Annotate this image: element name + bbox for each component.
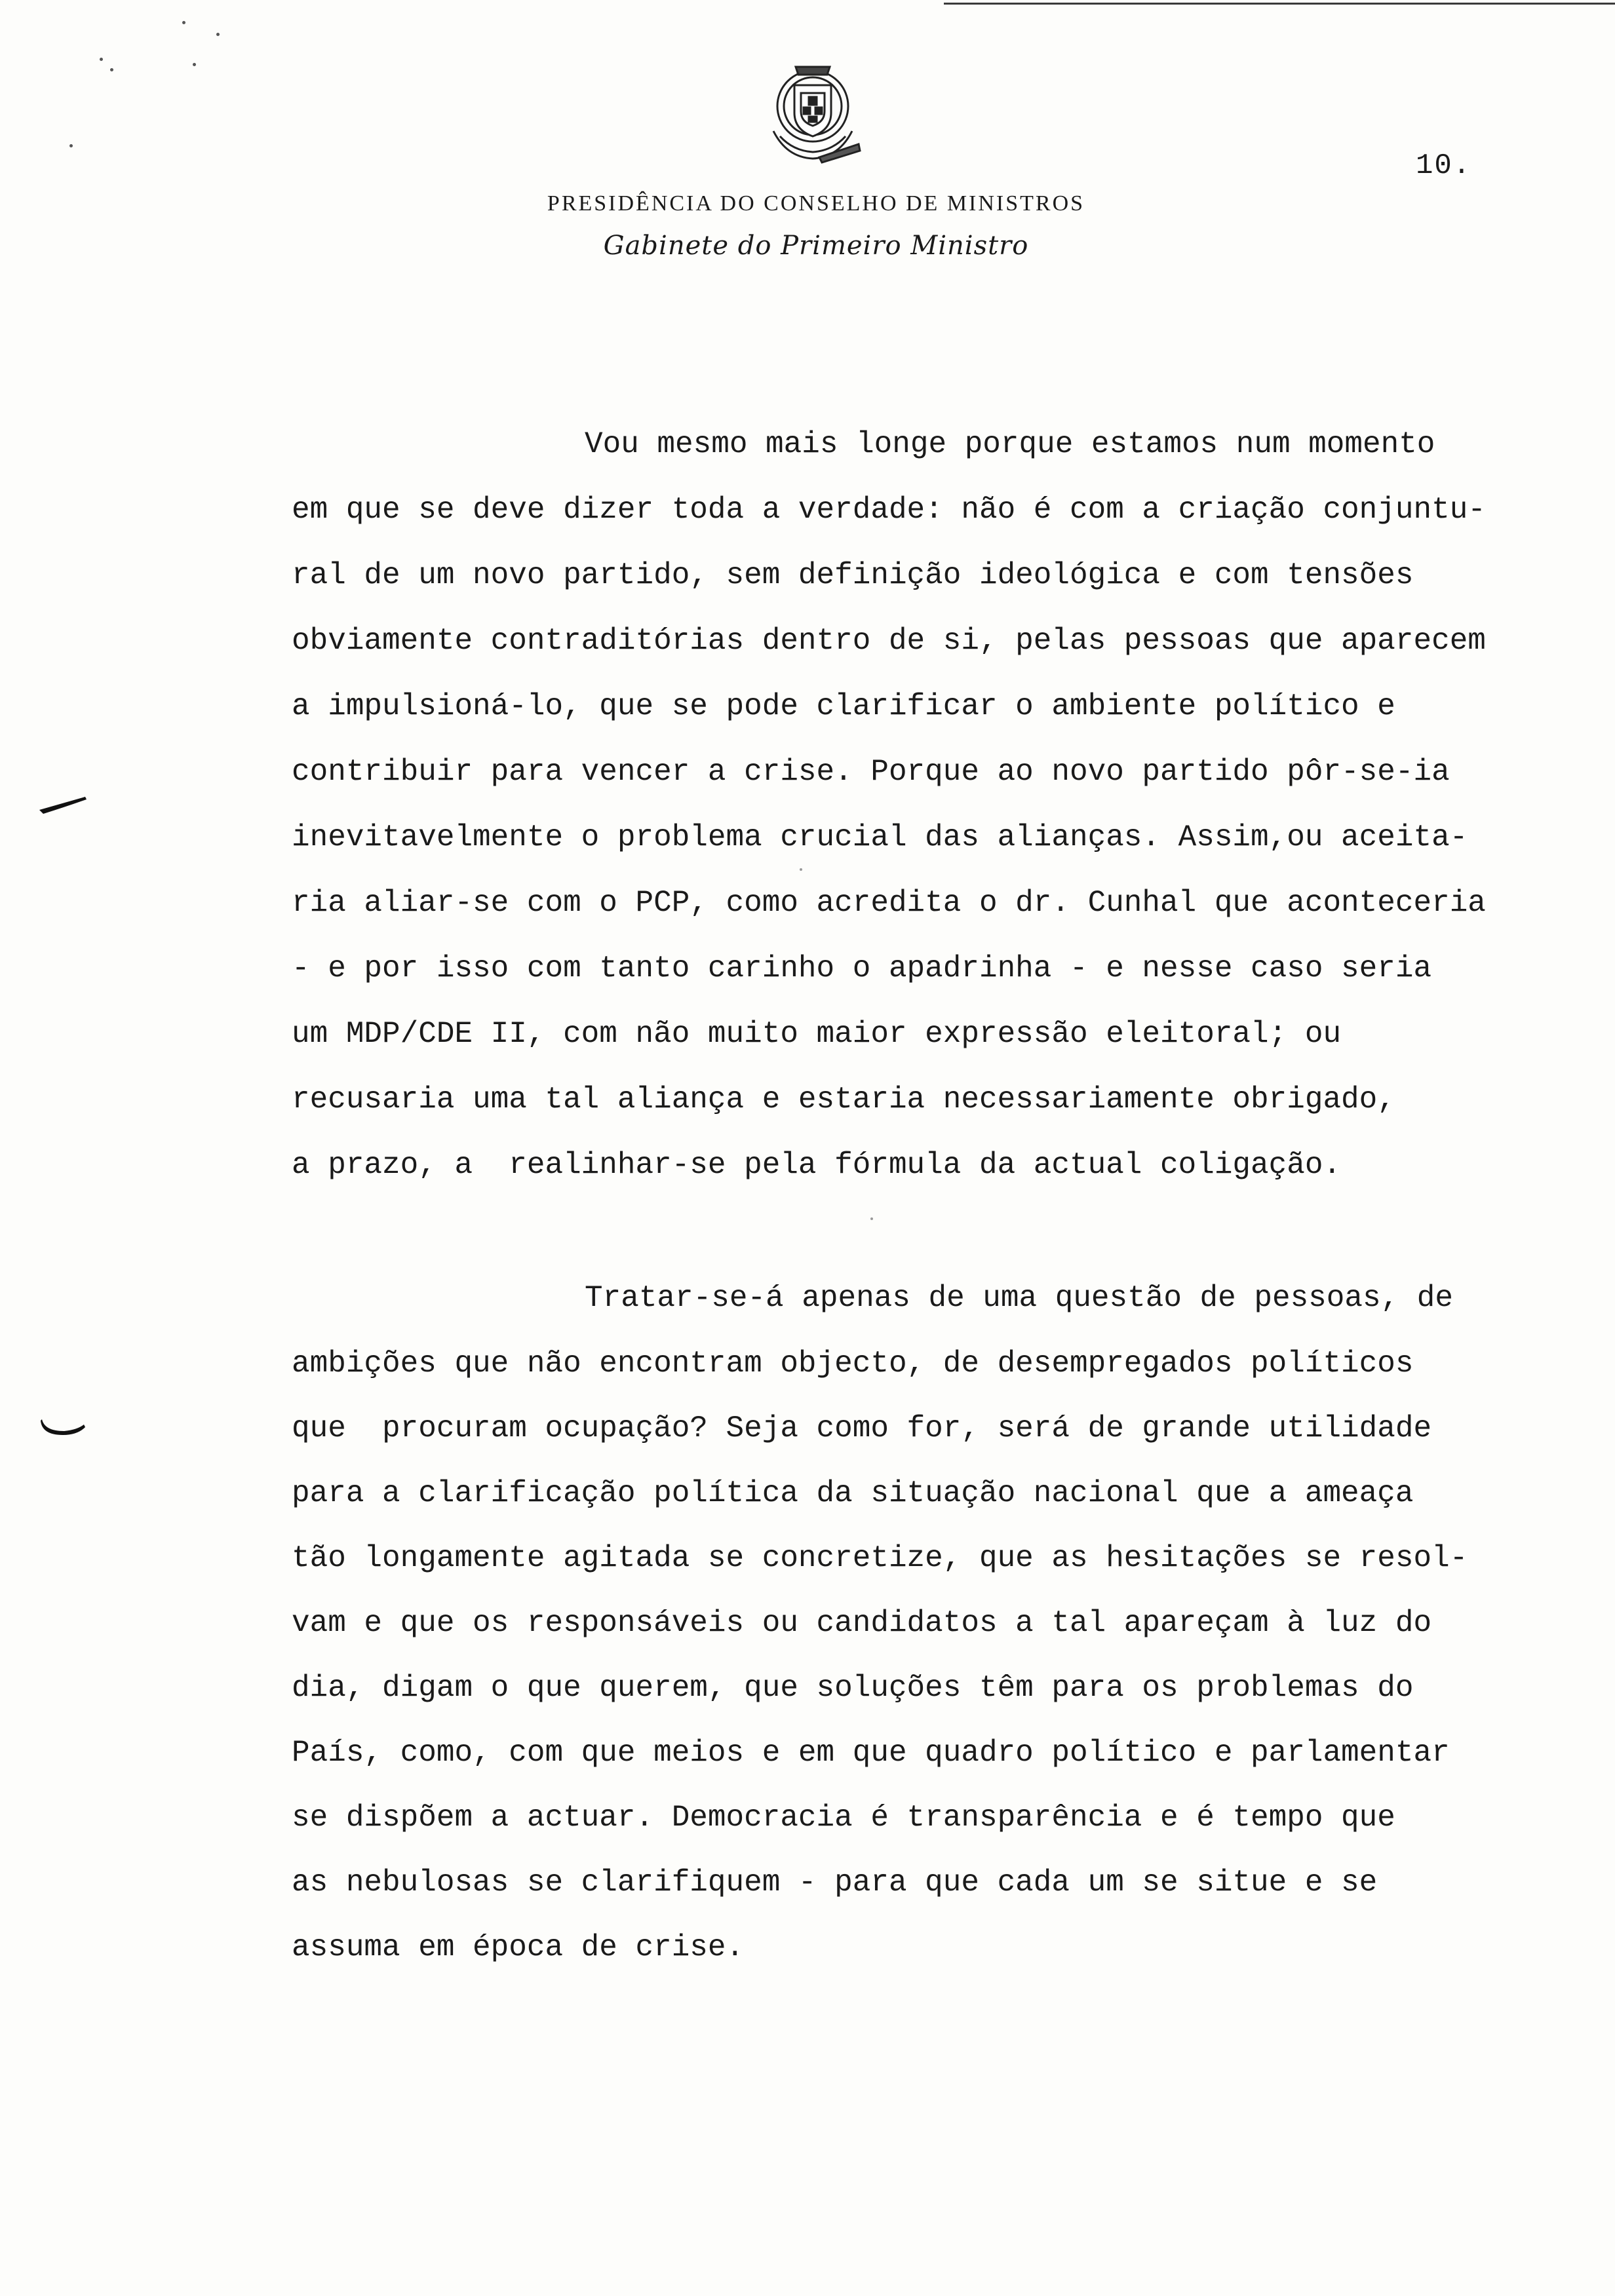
paragraph-line: inevitavelmente o problema crucial das alianças. Assim,ou aceita- bbox=[292, 820, 1468, 854]
paragraph-line: que procuram ocupação? Seja como for, será de grande utilidade bbox=[292, 1411, 1432, 1445]
paragraph-line: ria aliar-se com o PCP, como acredita o dr. Cunhal que aconteceria bbox=[292, 886, 1486, 920]
paragraph-line: assuma em época de crise. bbox=[292, 1930, 745, 1964]
paragraph-line: em que se deve dizer toda a verdade: não é com a criação conjuntu- bbox=[292, 493, 1486, 527]
paragraph-line: dia, digam o que querem, que soluções têm para os problemas do bbox=[292, 1671, 1414, 1705]
paragraph-line: - e por isso com tanto carinho o apadrinha - e nesse caso seria bbox=[292, 951, 1432, 985]
organization-title: PRESIDÊNCIA DO CONSELHO DE MINISTROS bbox=[547, 191, 1085, 216]
paragraph-line: obviamente contraditórias dentro de si, pelas pessoas que aparecem bbox=[292, 624, 1486, 658]
paragraph-line: ral de um novo partido, sem definição ideológica e com tensões bbox=[292, 558, 1414, 592]
page-number: 10. bbox=[1416, 149, 1472, 182]
paragraph-line: ambições que não encontram objecto, de desempregados políticos bbox=[292, 1347, 1414, 1381]
paragraph-line: País, como, com que meios e em que quadro político e parlamentar bbox=[292, 1736, 1450, 1770]
margin-pen-mark bbox=[38, 1415, 90, 1442]
paragraph-line: se dispõem a actuar. Democracia é transparência e é tempo que bbox=[292, 1801, 1395, 1835]
coat-of-arms-emblem bbox=[754, 59, 872, 170]
paragraph-line: contribuir para vencer a crise. Porque ao novo partido pôr-se-ia bbox=[292, 755, 1450, 789]
paragraph-line: recusaria uma tal aliança e estaria necessariamente obrigado, bbox=[292, 1082, 1395, 1117]
scan-speck bbox=[800, 868, 802, 871]
paragraph-line: Vou mesmo mais longe porque estamos num momento bbox=[585, 427, 1435, 461]
paragraph-line: tão longamente agitada se concretize, que as hesitações se resol- bbox=[292, 1541, 1468, 1575]
paragraph-line: um MDP/CDE II, com não muito maior expressão eleitoral; ou bbox=[292, 1017, 1342, 1051]
paragraph-line: vam e que os responsáveis ou candidatos a tal apareçam à luz do bbox=[292, 1606, 1432, 1640]
scan-speck bbox=[870, 1217, 873, 1220]
paragraph-line: a prazo, a realinhar-se pela fórmula da actual coligação. bbox=[292, 1148, 1342, 1182]
paragraph-line: Tratar-se-á apenas de uma questão de pessoas, de bbox=[585, 1281, 1454, 1315]
paragraph-line: para a clarificação política da situação nacional que a ameaça bbox=[292, 1476, 1414, 1510]
margin-pen-mark bbox=[38, 793, 90, 819]
top-edge-rule bbox=[944, 3, 1615, 5]
paragraph-line: as nebulosas se clarifiquem - para que cada um se situe e se bbox=[292, 1866, 1378, 1900]
office-subtitle: Gabinete do Primeiro Ministro bbox=[603, 231, 1029, 261]
paragraph-line: a impulsioná-lo, que se pode clarificar o ambiente político e bbox=[292, 689, 1395, 723]
